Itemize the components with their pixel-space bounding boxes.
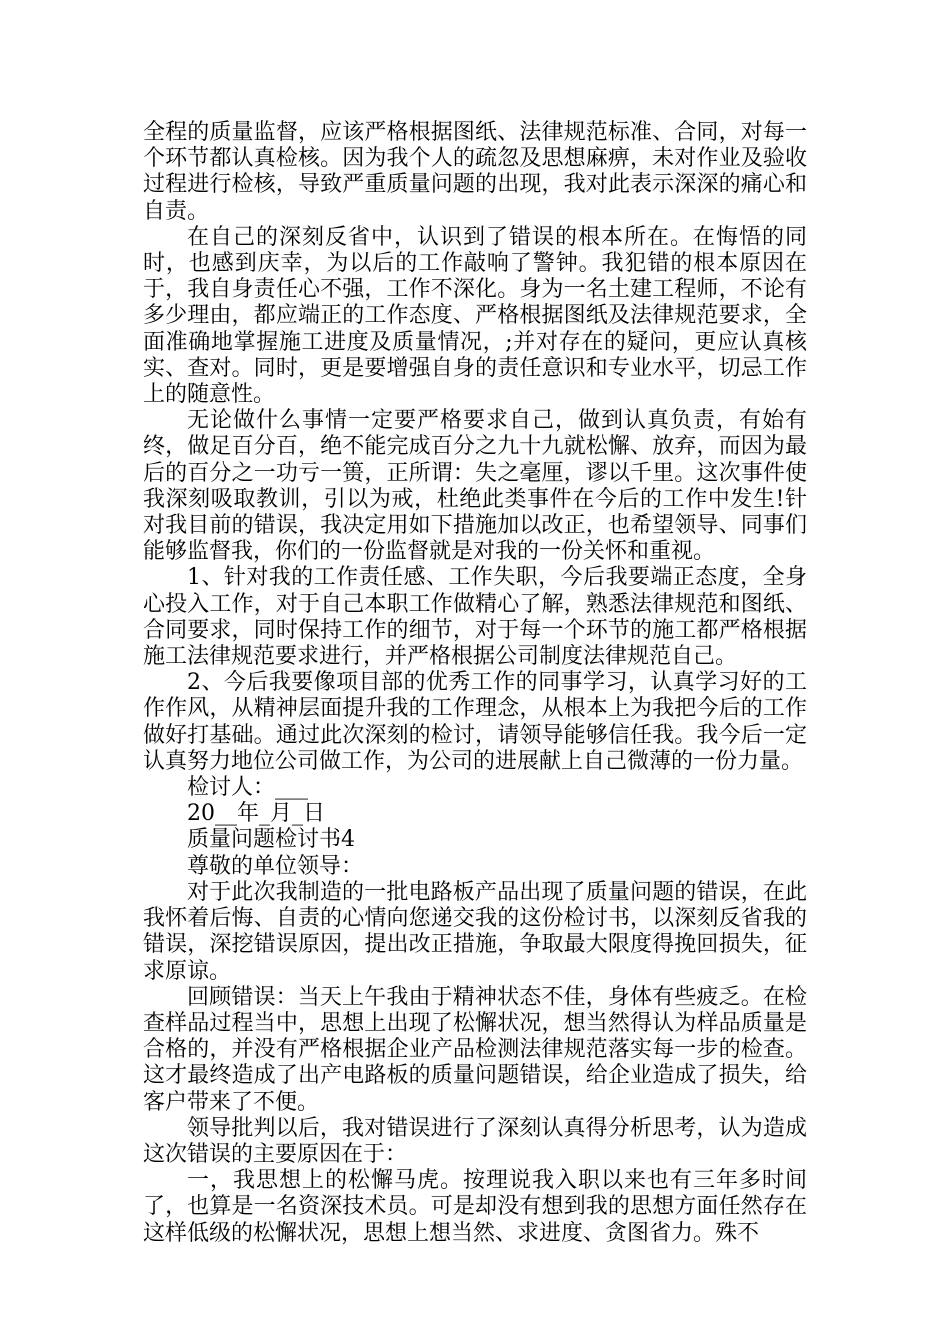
salutation: 尊敬的单位领导： xyxy=(187,853,364,879)
date-line: 20__年_月_日 xyxy=(187,801,325,827)
paragraph: 领导批判以后，我对错误进行了深刻认真得分析思考，认为造成这次错误的主要原因在于： xyxy=(143,1115,807,1167)
paragraph: 1、针对我的工作责任感、工作失职，今后我要端正态度，全身心投入工作，对于自己本职工作做精心了解，熟悉法律规范和图纸、合同要求，同时保持工作的细节，对于每一个环节的施工都严格根据施工法律规范要求进行，并严格根据公司制度法律规范自己。 xyxy=(143,565,807,670)
paragraph: 无论做什么事情一定要严格要求自己，做到认真负责，有始有终，做足百分百，绝不能完成百分之九十九就松懈、放弃，而因为最后的百分之一功亏一篑，正所谓：失之毫厘，谬以千里。这次事件使我深刻吸取教训，引以为戒，杜绝此类事件在今后的工作中发生!针对我目前的错误，我决定用如下措施加以改正，也希望领导、同事们能够监督我，你们的一份监督就是对我的一份关怀和重视。 xyxy=(143,408,807,565)
paragraph: 对于此次我制造的一批电路板产品出现了质量问题的错误，在此我怀着后悔、自责的心情向您递交我的这份检讨书，以深刻反省我的错误，深挖错误原因，提出改正措施，争取最大限度得挽回损失，征求原谅。 xyxy=(143,879,807,984)
signature-line: 检讨人：___ xyxy=(187,775,309,801)
paragraph: 一，我思想上的松懈马虎。按理说我入职以来也有三年多时间了，也算是一名资深技术员。可是却没有想到我的思想方面任然存在这样低级的松懈状况，思想上想当然、求进度、贪图省力。殊不 xyxy=(143,1168,807,1246)
document-body xyxy=(143,120,807,1247)
paragraph: 回顾错误：当天上午我由于精神状态不佳，身体有些疲乏。在检查样品过程当中，思想上出现了松懈状况，想当然得认为样品质量是合格的，并没有严格根据企业产品检测法律规范落实每一步的检查。这才最终造成了出产电路板的质量问题错误，给企业造成了损失，给客户带来了不便。 xyxy=(143,984,807,1115)
paragraph: 在自己的深刻反省中，认识到了错误的根本所在。在悔悟的同时，也感到庆幸，为以后的工作敲响了警钟。我犯错的根本原因在于，我自身责任心不强，工作不深化。身为一名土建工程师，不论有多少理由，都应端正的工作态度、严格根据图纸及法律规范要求，全面准确地掌握施工进度及质量情况，;并对存在的疑问，更应认真核实、查对。同时，更是要增强自身的责任意识和专业水平，切忌工作上的随意性。 xyxy=(143,224,807,408)
section-title: 质量问题检讨书4 xyxy=(187,827,355,853)
paragraph: 全程的质量监督，应该严格根据图纸、法律规范标准、合同，对每一个环节都认真检核。因为我个人的疏忽及思想麻痹，未对作业及验收过程进行检核，导致严重质量问题的出现，我对此表示深深的痛心和自责。 xyxy=(143,120,807,224)
paragraph: 2、今后我要像项目部的优秀工作的同事学习，认真学习好的工作作风，从精神层面提升我的工作理念，从根本上为我把今后的工作做好打基础。通过此次深刻的检讨，请领导能够信任我。我今后一定认真努力地位公司做工作，为公司的进展献上自己微薄的一份力量。 xyxy=(143,670,807,774)
